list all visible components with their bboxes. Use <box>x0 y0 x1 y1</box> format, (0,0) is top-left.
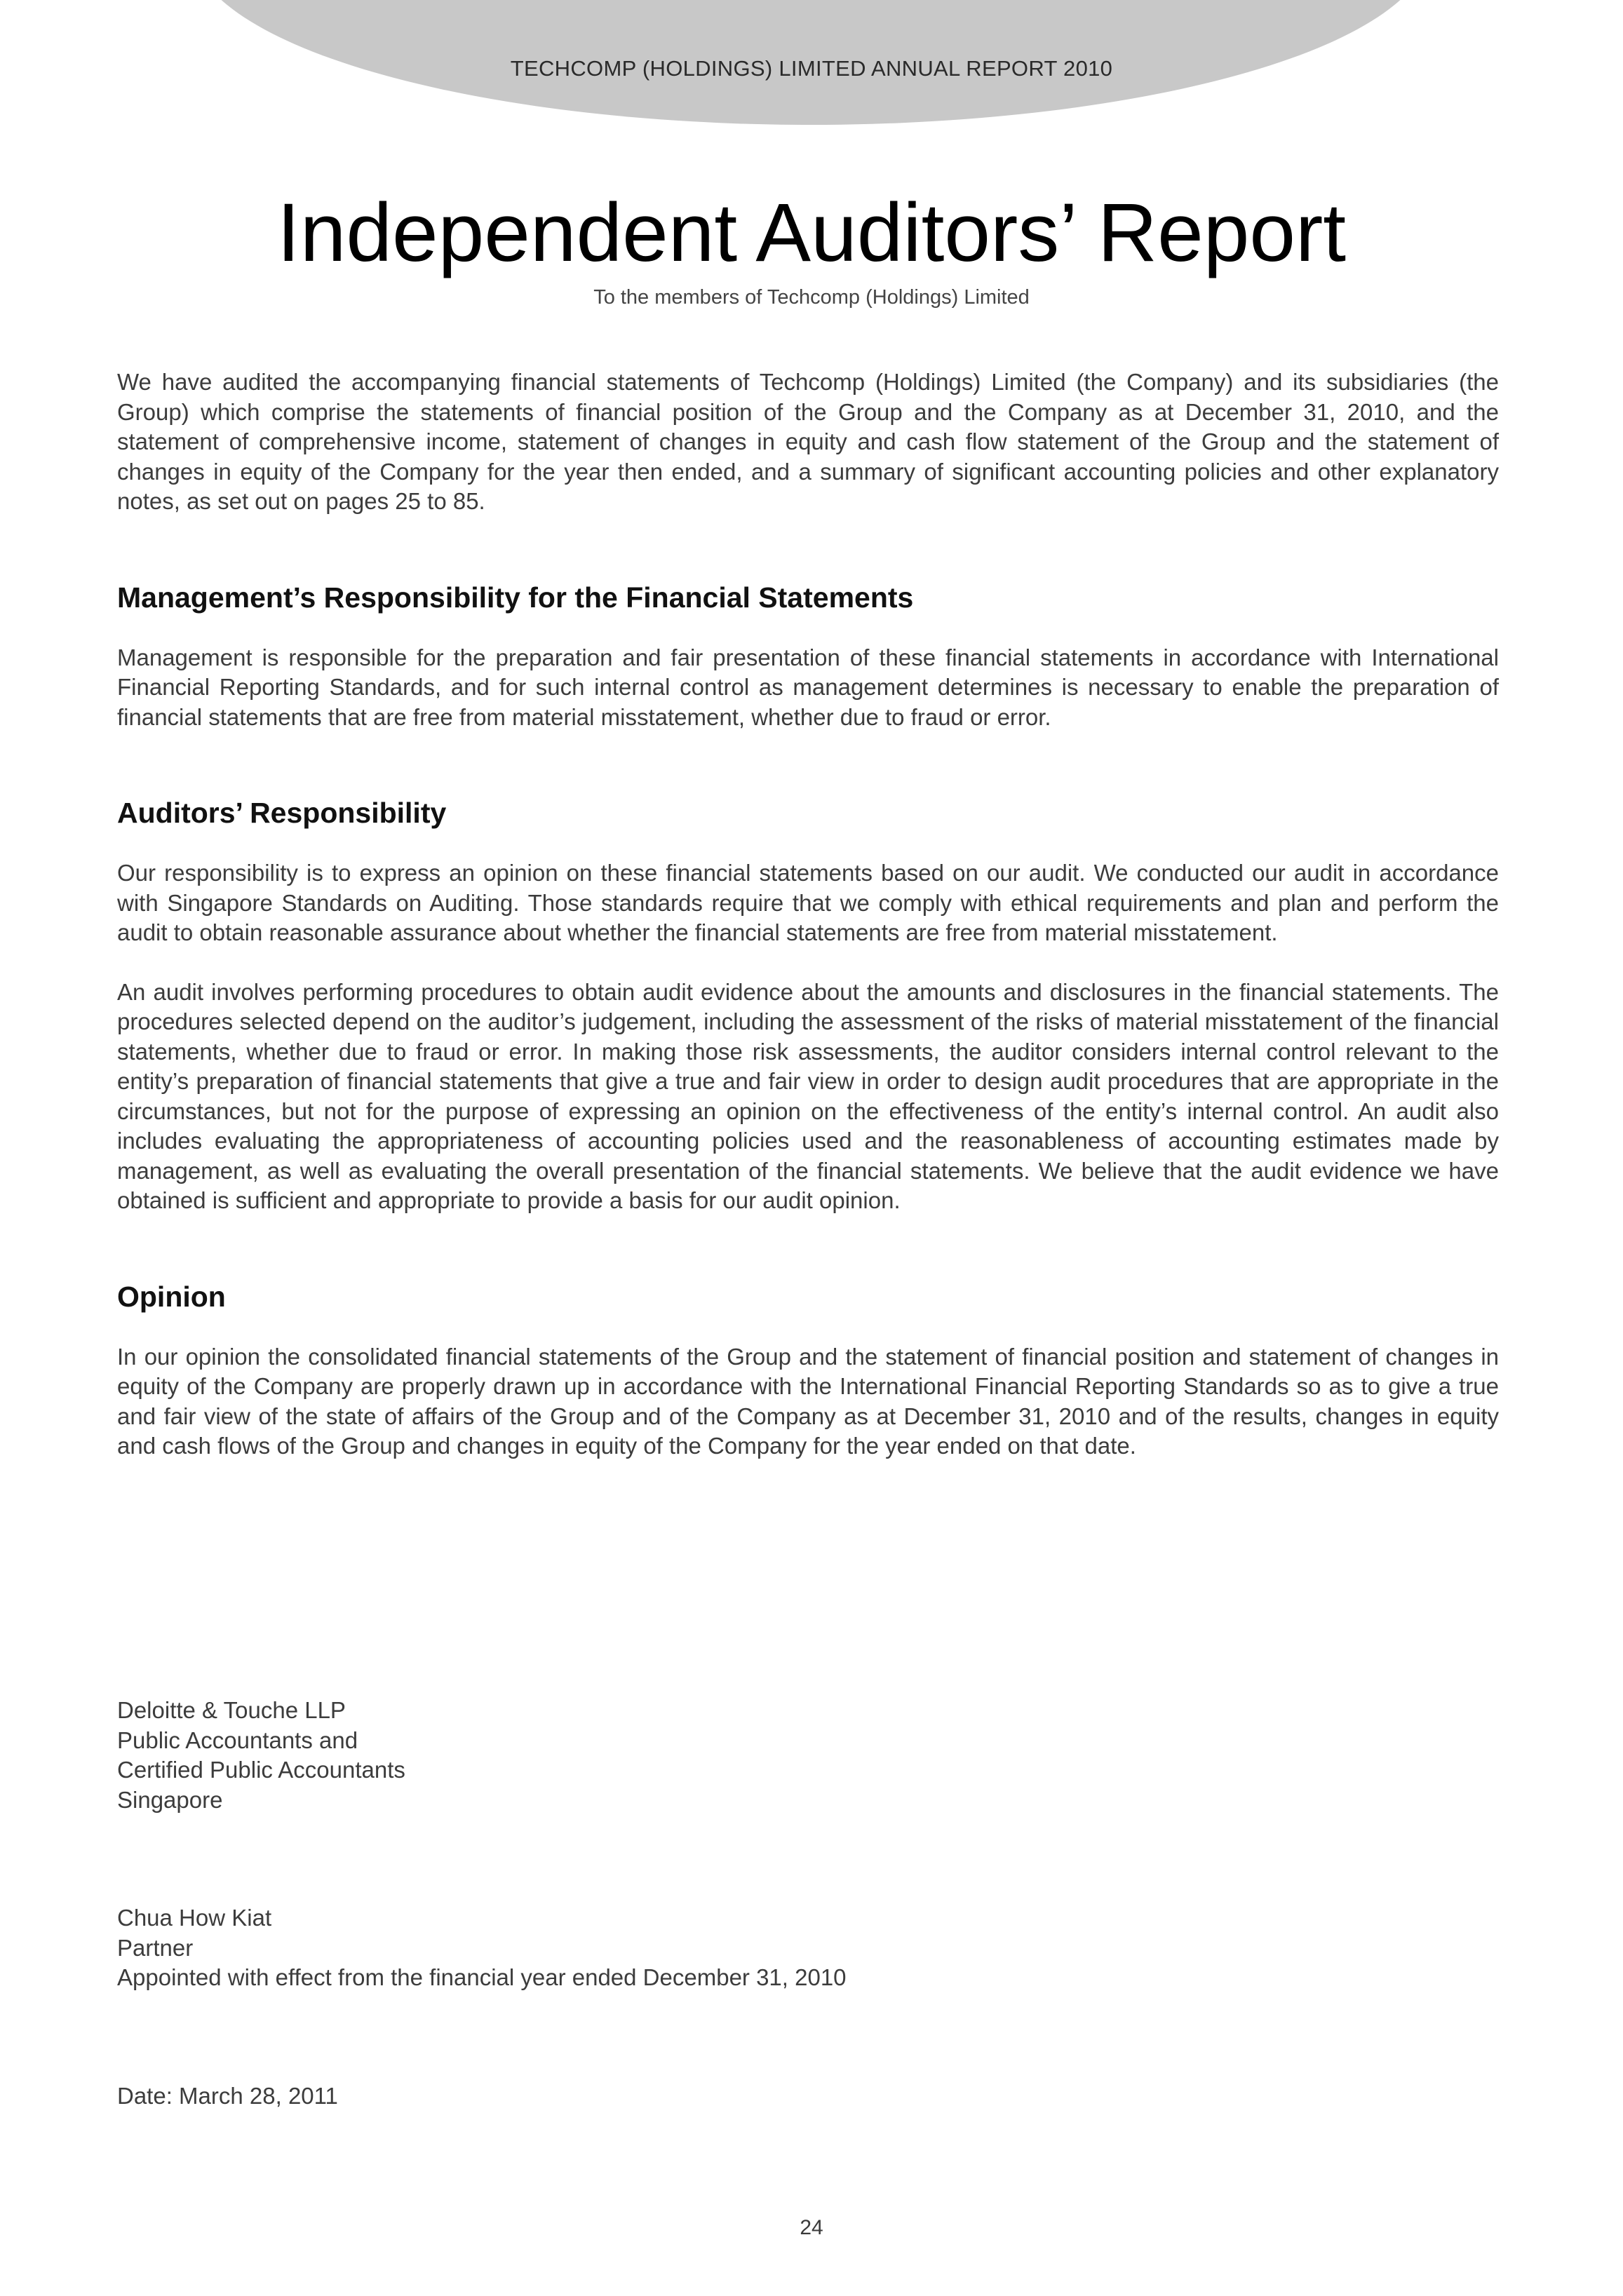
firm-line-3: Certified Public Accountants <box>117 1757 405 1783</box>
report-body <box>117 367 1499 1461</box>
firm-line-2: Public Accountants and <box>117 1727 358 1753</box>
page-subtitle: To the members of Techcomp (Holdings) Limited <box>593 286 1030 309</box>
partner-block <box>117 1903 847 1993</box>
management-paragraph: Management is responsible for the preparation and fair presentation of these financial statements in accordance with International Financial Reporting Standards, and for such internal control as management determines is necessary to enable the preparation of financial statements that are free from material misstatement, whether due to fraud or error. <box>117 644 1499 730</box>
opinion-heading: Opinion <box>117 1280 226 1313</box>
opinion-paragraph: In our opinion the consolidated financial statements of the Group and the statement of financial position and statement of changes in equity of the Company are properly drawn up in accordance with the International Financial Reporting Standards so as to give a true and fair view of the state of affairs of the Group and of the Company as at December 31, 2010 and of the results, changes in equity and cash flows of the Group and changes in equity of the Company for the year ended on that date. <box>117 1343 1499 1459</box>
auditors-paragraph-2: An audit involves performing procedures to obtain audit evidence about the amounts and disclosures in the financial statements. The procedures selected depend on the auditor’s judgement, including the assessment of the risks of material misstatement of the financial statements, whether due to fraud or error. In making those risk assessments, the auditor considers internal control relevant to the entity’s preparation of financial statements that give a true and fair view in order to design audit procedures that are appropriate in the circumstances, but not for the purpose of expressing an opinion on the effectiveness of the entity’s internal control. An audit also includes evaluating the appropriateness of accounting policies used and the reasonableness of accounting estimates made by management, as well as evaluating the overall presentation of the financial statements. We believe that the audit evidence we have obtained is sufficient and appropriate to provide a basis for our audit opinion. <box>117 978 1499 1213</box>
auditors-heading: Auditors’ Responsibility <box>117 797 447 829</box>
management-heading: Management’s Responsibility for the Financial Statements <box>117 581 914 614</box>
page-number: 24 <box>800 2216 823 2239</box>
firm-name: Deloitte & Touche LLP <box>117 1697 346 1723</box>
partner-appointment: Appointed with effect from the financial year ended December 31, 2010 <box>117 1964 847 1990</box>
partner-role: Partner <box>117 1934 194 1961</box>
firm-block <box>117 1696 405 1815</box>
intro-paragraph: We have audited the accompanying financial statements of Techcomp (Holdings) Limited (the Company) and its subsidiaries (the Group) which comprise the statements of financial position of the Group and the Company as at December 31, 2010, and the statement of comprehensive income, statement of changes in equity and cash flow statement of the Group and the statement of changes in equity of the Company for the year then ended, and a summary of significant accounting policies and other explanatory notes, as set out on pages 25 to 85. <box>117 369 1499 514</box>
report-date: Date: March 28, 2011 <box>117 2083 338 2109</box>
firm-city: Singapore <box>117 1786 223 1813</box>
partner-name: Chua How Kiat <box>117 1905 272 1931</box>
page-title: Independent Auditors’ Report <box>276 187 1347 279</box>
auditors-paragraph-1: Our responsibility is to express an opinion on these financial statements based on our audit. We conducted our audit in accordance with Singapore Standards on Auditing. Those standards require that we comply with ethical requirements and plan and perform the audit to obtain reasonable assurance about whether the financial statements are free from material misstatement. <box>117 860 1499 945</box>
running-header: TECHCOMP (HOLDINGS) LIMITED ANNUAL REPORT 2010 <box>510 56 1113 81</box>
